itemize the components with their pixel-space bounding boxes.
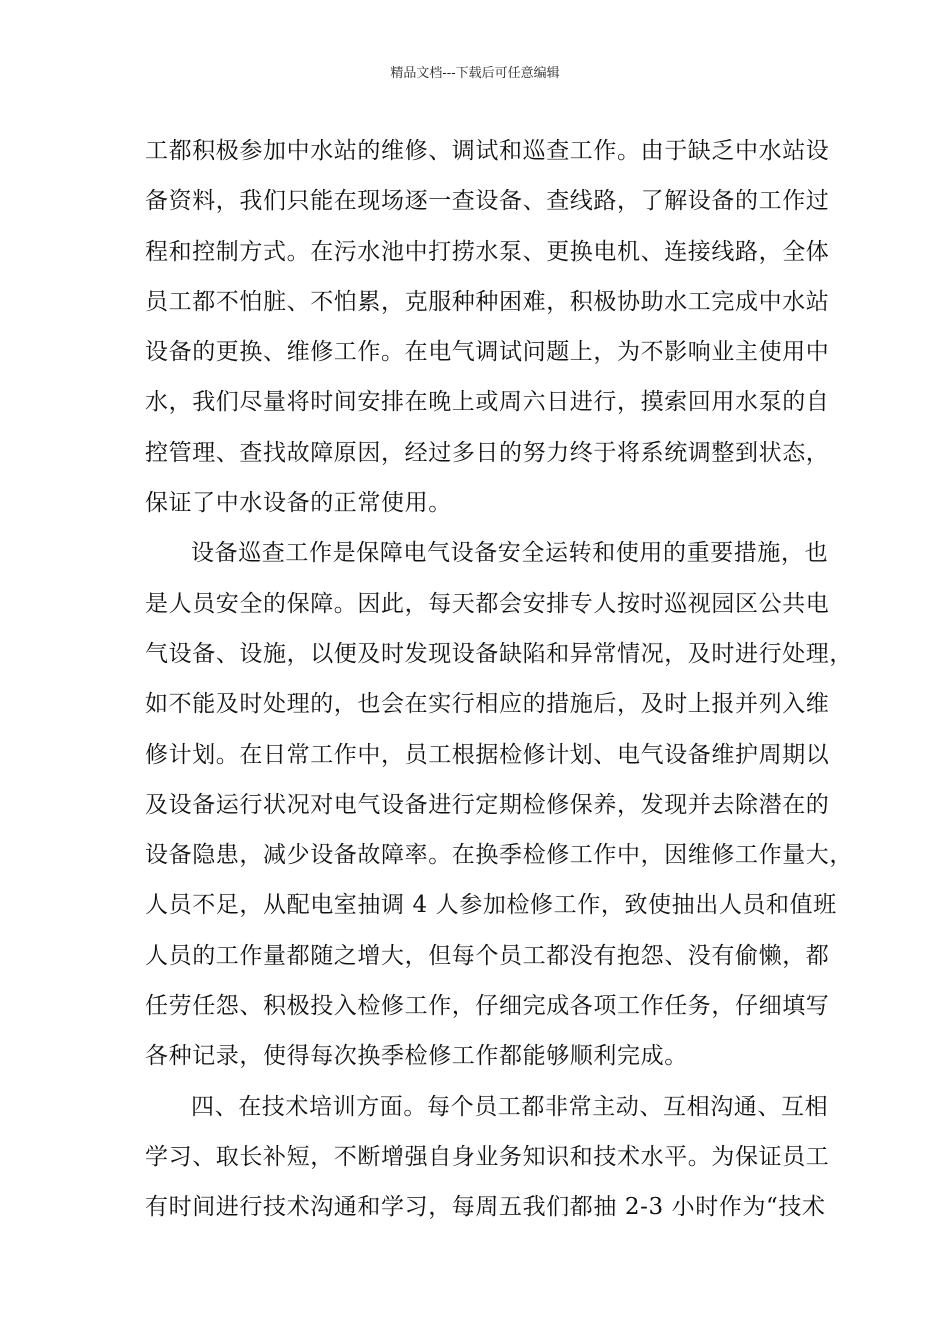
text-line: 四、在技术培训方面。每个员工都非常主动、互相沟通、互相	[191, 1093, 829, 1120]
paragraph-1	[145, 126, 830, 528]
text-line: 各种记录，使得每次换季检修工作都能够顺利完成。	[145, 1043, 688, 1070]
text-line: 控管理、查找故障原因，经过多日的努力终于将系统调整到状态，	[145, 439, 830, 466]
text-line: 任劳任怨、积极投入检修工作，仔细完成各项工作任务，仔细填写	[145, 993, 830, 1020]
text-line: 设备的更换、维修工作。在电气调试问题上，为不影响业主使用中	[145, 339, 830, 366]
text-line: 程和控制方式。在污水池中打捞水泵、更换电机、连接线路，全体	[145, 238, 830, 265]
text-line: 有时间进行技术沟通和学习，每周五我们都抽 2-3 小时作为“技术	[145, 1194, 826, 1221]
text-line: 人员不足，从配电室抽调 4 人参加检修工作，致使抽出人员和值班	[145, 892, 837, 919]
text-line: 备资料，我们只能在现场逐一查设备、查线路，了解设备的工作过	[145, 188, 830, 215]
text-line: 设备巡查工作是保障电气设备安全运转和使用的重要措施，也	[191, 540, 829, 567]
page-header: 精品文档---下载后可任意编辑	[390, 66, 560, 81]
text-line: 设备隐患，减少设备故障率。在换季检修工作中，因维修工作量大，	[145, 842, 853, 869]
text-line: 水，我们尽量将时间安排在晚上或周六日进行，摸索回用水泵的自	[145, 389, 830, 416]
text-line: 是人员安全的保障。因此，每天都会安排专人按时巡视园区公共电	[145, 590, 830, 617]
text-line: 修计划。在日常工作中，员工根据检修计划、电气设备维护周期以	[145, 741, 830, 768]
text-line: 学习、取长补短，不断增强自身业务知识和技术水平。为保证员工	[145, 1143, 830, 1170]
paragraph-2	[145, 528, 853, 1081]
text-line: 工都积极参加中水站的维修、调试和巡查工作。由于缺乏中水站设	[145, 138, 830, 164]
text-line: 保证了中水设备的正常使用。	[145, 490, 452, 517]
paragraph-3	[145, 1082, 830, 1233]
text-line: 员工都不怕脏、不怕累，克服种种困难，积极协助水工完成中水站	[145, 288, 830, 315]
text-line: 及设备运行状况对电气设备进行定期检修保养，发现并去除潜在的	[145, 791, 830, 818]
text-line: 气设备、设施，以便及时发现设备缺陷和异常情况，及时进行处理，	[145, 640, 853, 667]
document-body	[145, 126, 853, 1233]
text-line: 如不能及时处理的，也会在实行相应的措施后，及时上报并列入维	[145, 691, 830, 718]
text-line: 人员的工作量都随之增大，但每个员工都没有抱怨、没有偷懒，都	[145, 942, 830, 969]
